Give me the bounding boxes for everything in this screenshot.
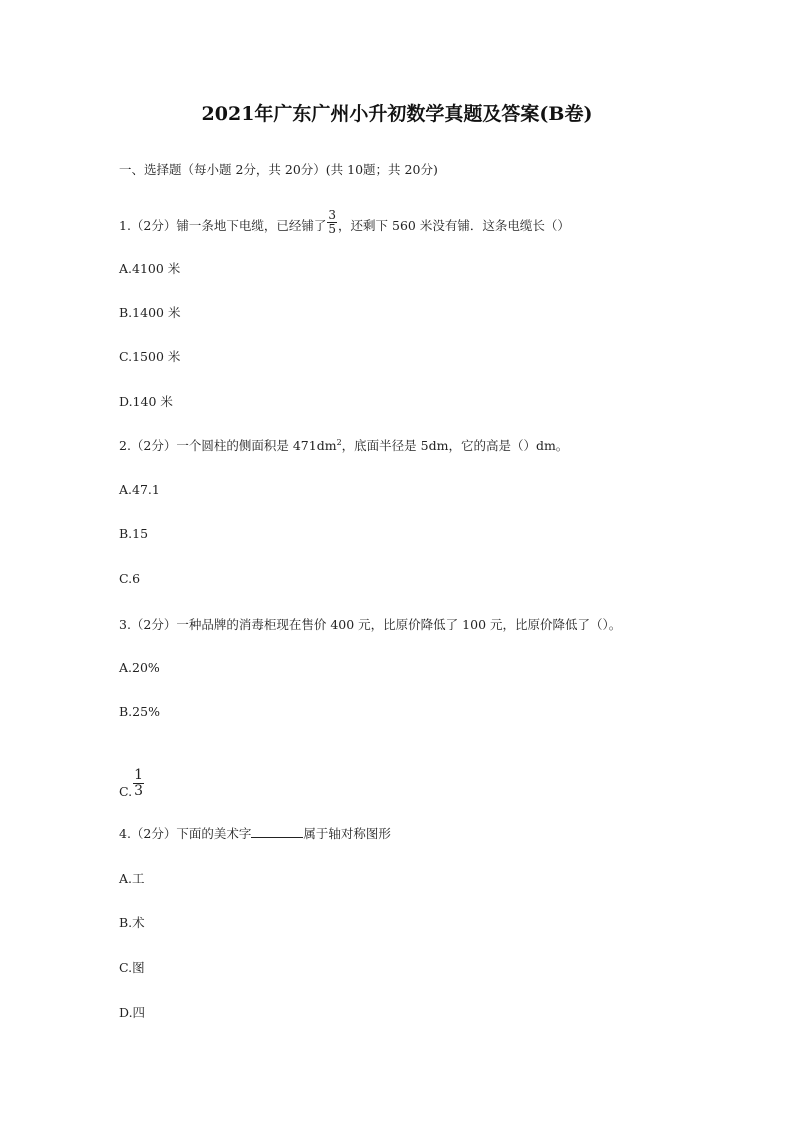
question-1-prefix: 1.（2分）铺一条地下电缆，已经铺了: [119, 218, 327, 233]
question-1: [119, 208, 570, 240]
q3-option-c-label: C.: [119, 784, 133, 799]
fraction-numerator: 1: [134, 767, 144, 783]
question-1-suffix: ，还剩下 560 米没有铺．这条电缆长（）: [338, 218, 570, 233]
question-4: [119, 824, 391, 842]
q3-option-a: A.20%: [119, 660, 160, 675]
q2-option-b: B.15: [119, 526, 149, 541]
question-2-suffix: ，底面半径是 5dm，它的高是（）dm。: [341, 438, 569, 453]
q1-option-a: A.4100 米: [119, 261, 181, 276]
q4-option-c: C.图: [119, 960, 145, 975]
question-4-prefix: 4.（2分）下面的美术字: [119, 826, 252, 841]
q1-option-c: C.1500 米: [119, 349, 181, 364]
fraction-one-third: [133, 768, 144, 799]
q1-option-d: D.140 米: [119, 394, 173, 409]
q1-option-b: B.1400 米: [119, 305, 181, 320]
fraction-denominator: 3: [134, 783, 144, 799]
fraction-denominator: 5: [328, 222, 337, 236]
section-heading: 一、选择题（每小题 2分，共 20分）(共 10题；共 20分): [119, 162, 438, 177]
q4-option-d: D.四: [119, 1005, 146, 1020]
q2-option-c: C.6: [119, 571, 141, 586]
fraction-numerator: 3: [328, 208, 337, 222]
question-4-suffix: 属于轴对称图形: [303, 826, 391, 841]
q2-option-a: A.47.1: [119, 482, 160, 497]
question-3: 3.（2分）一种品牌的消毒柜现在售价 400 元，比原价降低了 100 元，比原价降低了（）。: [119, 617, 622, 632]
answer-blank: [251, 825, 303, 838]
superscript-squared: 2: [336, 437, 342, 447]
question-2-prefix: 2.（2分）一个圆柱的侧面积是 471dm: [119, 438, 337, 453]
page-title: 2021年广东广州小升初数学真题及答案(B卷): [201, 103, 593, 125]
q3-option-b: B.25%: [119, 704, 160, 719]
q3-option-c: [119, 767, 145, 808]
q4-option-a: A.工: [119, 871, 145, 886]
question-2: [119, 436, 568, 454]
fraction-three-fifths: [327, 209, 337, 236]
q4-option-b: B.术: [119, 915, 145, 930]
